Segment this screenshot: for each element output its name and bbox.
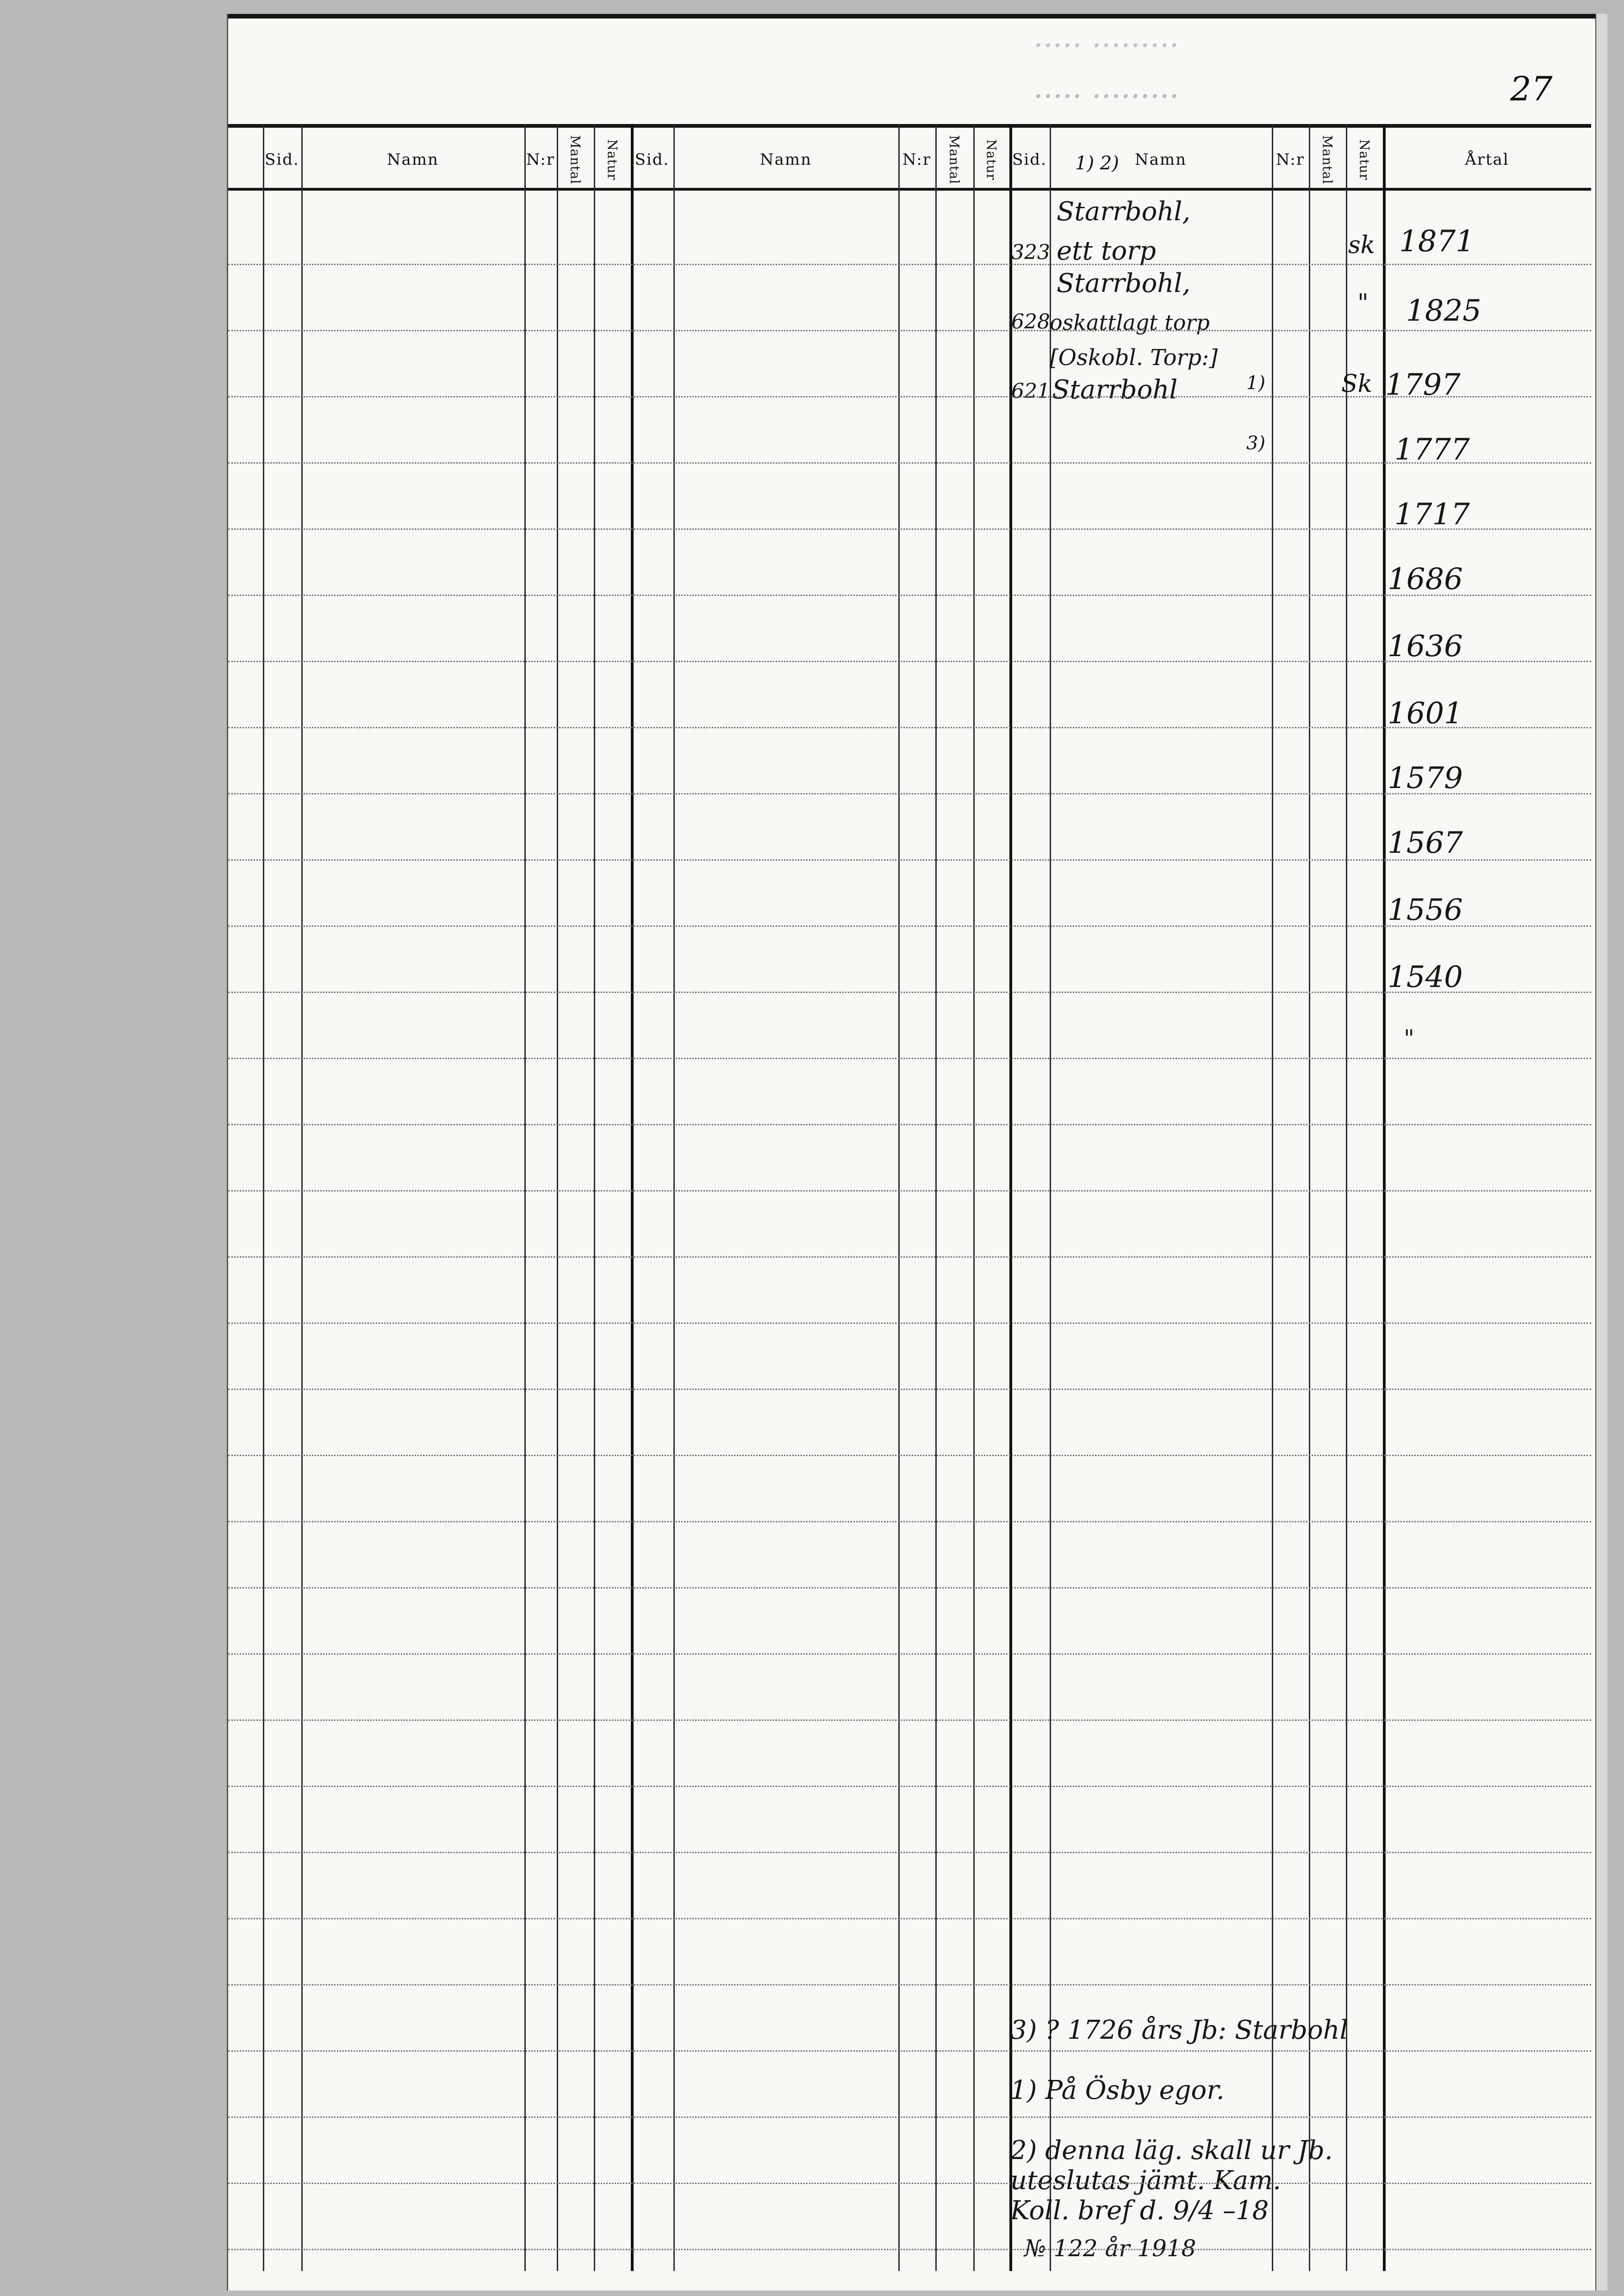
column-line xyxy=(1383,124,1386,2271)
footnote: 2) denna läg. skall ur Jb. xyxy=(1010,2135,1333,2166)
column-line xyxy=(673,124,675,2271)
entry-year: 1567 xyxy=(1388,826,1463,860)
entry-year: 1777 xyxy=(1394,433,1470,467)
register-page xyxy=(227,14,1607,2290)
header-footnote-marks: 1) 2) xyxy=(1075,153,1119,174)
header-bottom-rule xyxy=(228,188,1591,191)
entry-mark: 1) xyxy=(1246,372,1266,394)
header-mantal: Mantal xyxy=(1319,135,1335,185)
entry-name: ett torp xyxy=(1057,236,1156,266)
row-rule xyxy=(228,1984,1591,1986)
row-rule xyxy=(228,1786,1591,1787)
row-rule xyxy=(228,1455,1591,1456)
footnote: 3) ? 1726 års Jb: Starbohl xyxy=(1010,2015,1348,2045)
faded-header-note-2: ····· ········· xyxy=(1033,79,1179,114)
column-line xyxy=(557,124,558,2271)
footnote: Koll. bref d. 9/4 –18 xyxy=(1010,2196,1269,2226)
column-line xyxy=(898,124,900,2271)
row-rule xyxy=(228,2050,1591,2052)
header-natur: Natur xyxy=(604,139,620,180)
entry-natur: sk xyxy=(1348,231,1375,259)
column-line xyxy=(935,124,937,2271)
entry-year: 1579 xyxy=(1388,761,1463,795)
row-rule xyxy=(228,2116,1591,2118)
header-namn: Namn xyxy=(1134,150,1187,169)
entry-year: 1686 xyxy=(1388,562,1463,596)
column-line xyxy=(301,124,303,2271)
row-rule xyxy=(228,1190,1591,1191)
row-rule xyxy=(228,462,1591,464)
row-rule xyxy=(228,1124,1591,1125)
page-edge xyxy=(1595,14,1607,2290)
header-nr: N:r xyxy=(902,150,932,169)
column-line xyxy=(1009,124,1012,2271)
entry-year: 1556 xyxy=(1388,893,1463,927)
column-line xyxy=(1272,124,1273,2271)
header-natur: Natur xyxy=(1356,139,1372,180)
entry-year: 1717 xyxy=(1394,497,1470,532)
row-rule xyxy=(228,1719,1591,1721)
header-sid: Sid. xyxy=(265,150,299,169)
header-sid: Sid. xyxy=(635,150,670,169)
footnote: № 122 år 1918 xyxy=(1024,2235,1196,2262)
top-rule xyxy=(228,14,1607,19)
header-sid: Sid. xyxy=(1012,150,1047,169)
column-line xyxy=(1346,124,1347,2271)
row-rule xyxy=(228,992,1591,993)
entry-year: 1871 xyxy=(1399,224,1475,259)
row-rule xyxy=(228,1058,1591,1059)
row-rule xyxy=(228,1322,1591,1324)
row-rule xyxy=(228,2183,1591,2184)
row-rule xyxy=(228,1256,1591,1258)
row-rule xyxy=(228,264,1591,265)
entry-year: " xyxy=(1404,1025,1414,1052)
row-rule xyxy=(228,1521,1591,1522)
row-rule xyxy=(228,330,1591,331)
entry-year: 1797 xyxy=(1385,368,1461,402)
row-rule xyxy=(228,1918,1591,1919)
row-rule xyxy=(228,1852,1591,1853)
row-rule xyxy=(228,727,1591,728)
column-line xyxy=(1309,124,1310,2271)
column-line xyxy=(1050,124,1051,2271)
faded-header-note: ····· ········· xyxy=(1033,28,1179,63)
footnote: uteslutas jämt. Kam. xyxy=(1010,2166,1281,2196)
entry-natur: " xyxy=(1357,289,1369,317)
row-rule xyxy=(228,2249,1591,2250)
entry-name: Starrbohl xyxy=(1052,375,1178,405)
entry-year: 1636 xyxy=(1388,629,1463,664)
entry-name: Starrbohl, xyxy=(1057,268,1191,298)
entry-year: 1540 xyxy=(1388,960,1463,994)
row-rule xyxy=(228,1587,1591,1589)
header-nr: N:r xyxy=(526,150,555,169)
row-rule xyxy=(228,528,1591,530)
entry-name: [Oskobl. Torp:] xyxy=(1050,345,1218,371)
entry-year: 1825 xyxy=(1406,294,1481,328)
row-rule xyxy=(228,793,1591,794)
entry-sid: 621 xyxy=(1011,379,1050,403)
header-artal: Årtal xyxy=(1465,150,1509,169)
column-line xyxy=(524,124,526,2271)
header-mantal: Mantal xyxy=(567,135,583,185)
entry-mark: 3) xyxy=(1246,433,1266,454)
row-rule xyxy=(228,859,1591,861)
row-rule xyxy=(228,1389,1591,1390)
header-mantal: Mantal xyxy=(946,135,962,185)
entry-natur: Sk xyxy=(1341,370,1373,398)
entry-year: 1601 xyxy=(1388,696,1463,731)
footnote: 1) På Ösby egor. xyxy=(1010,2075,1225,2105)
column-line xyxy=(594,124,595,2271)
header-namn: Namn xyxy=(386,150,439,169)
entry-name: Starrbohl, xyxy=(1057,197,1191,227)
column-line xyxy=(263,124,264,2271)
row-rule xyxy=(228,1653,1591,1655)
header-nr: N:r xyxy=(1276,150,1305,169)
header-natur: Natur xyxy=(983,139,999,180)
row-rule xyxy=(228,925,1591,927)
entry-sid: 628 xyxy=(1011,310,1050,334)
row-rule xyxy=(228,661,1591,662)
row-rule xyxy=(228,595,1591,596)
column-line xyxy=(631,124,634,2271)
header-namn: Namn xyxy=(759,150,812,169)
header-top-rule xyxy=(228,124,1591,128)
row-rule xyxy=(228,396,1591,397)
entry-sid: 323 xyxy=(1011,241,1050,264)
column-line xyxy=(973,124,975,2271)
entry-name: oskattlagt torp xyxy=(1050,310,1210,335)
page-number: 27 xyxy=(1510,69,1553,108)
